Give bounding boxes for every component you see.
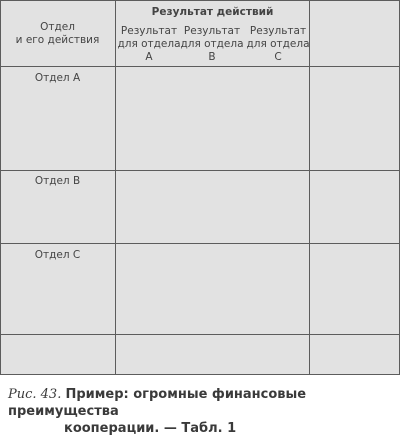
caption-line-2: кооперации. — Табл. 1 <box>64 421 237 436</box>
figure-number: Рис. 43. <box>8 387 62 402</box>
row-divider-c <box>0 334 400 335</box>
row-divider-a <box>0 170 400 171</box>
corner-header: Отдел и его действия <box>15 21 100 46</box>
sub-header-b: Результат для отдела B <box>180 25 244 63</box>
table-border-top <box>0 0 400 1</box>
figure-caption <box>8 386 398 437</box>
row-divider-b <box>0 243 400 244</box>
row-divider-header <box>0 66 400 67</box>
row-label-a: Отдел A <box>34 72 81 84</box>
row-label-b: Отдел B <box>34 175 81 187</box>
sub-header-c: Результат для отдела C <box>246 25 310 63</box>
sub-header-a: Результат для отдела A <box>117 25 181 63</box>
caption-line-1: Пример: огромные финансовые преимущества <box>8 387 307 419</box>
table-border-bottom <box>0 374 400 375</box>
group-header: Результат действий <box>151 6 274 18</box>
row-label-c: Отдел C <box>34 249 81 261</box>
